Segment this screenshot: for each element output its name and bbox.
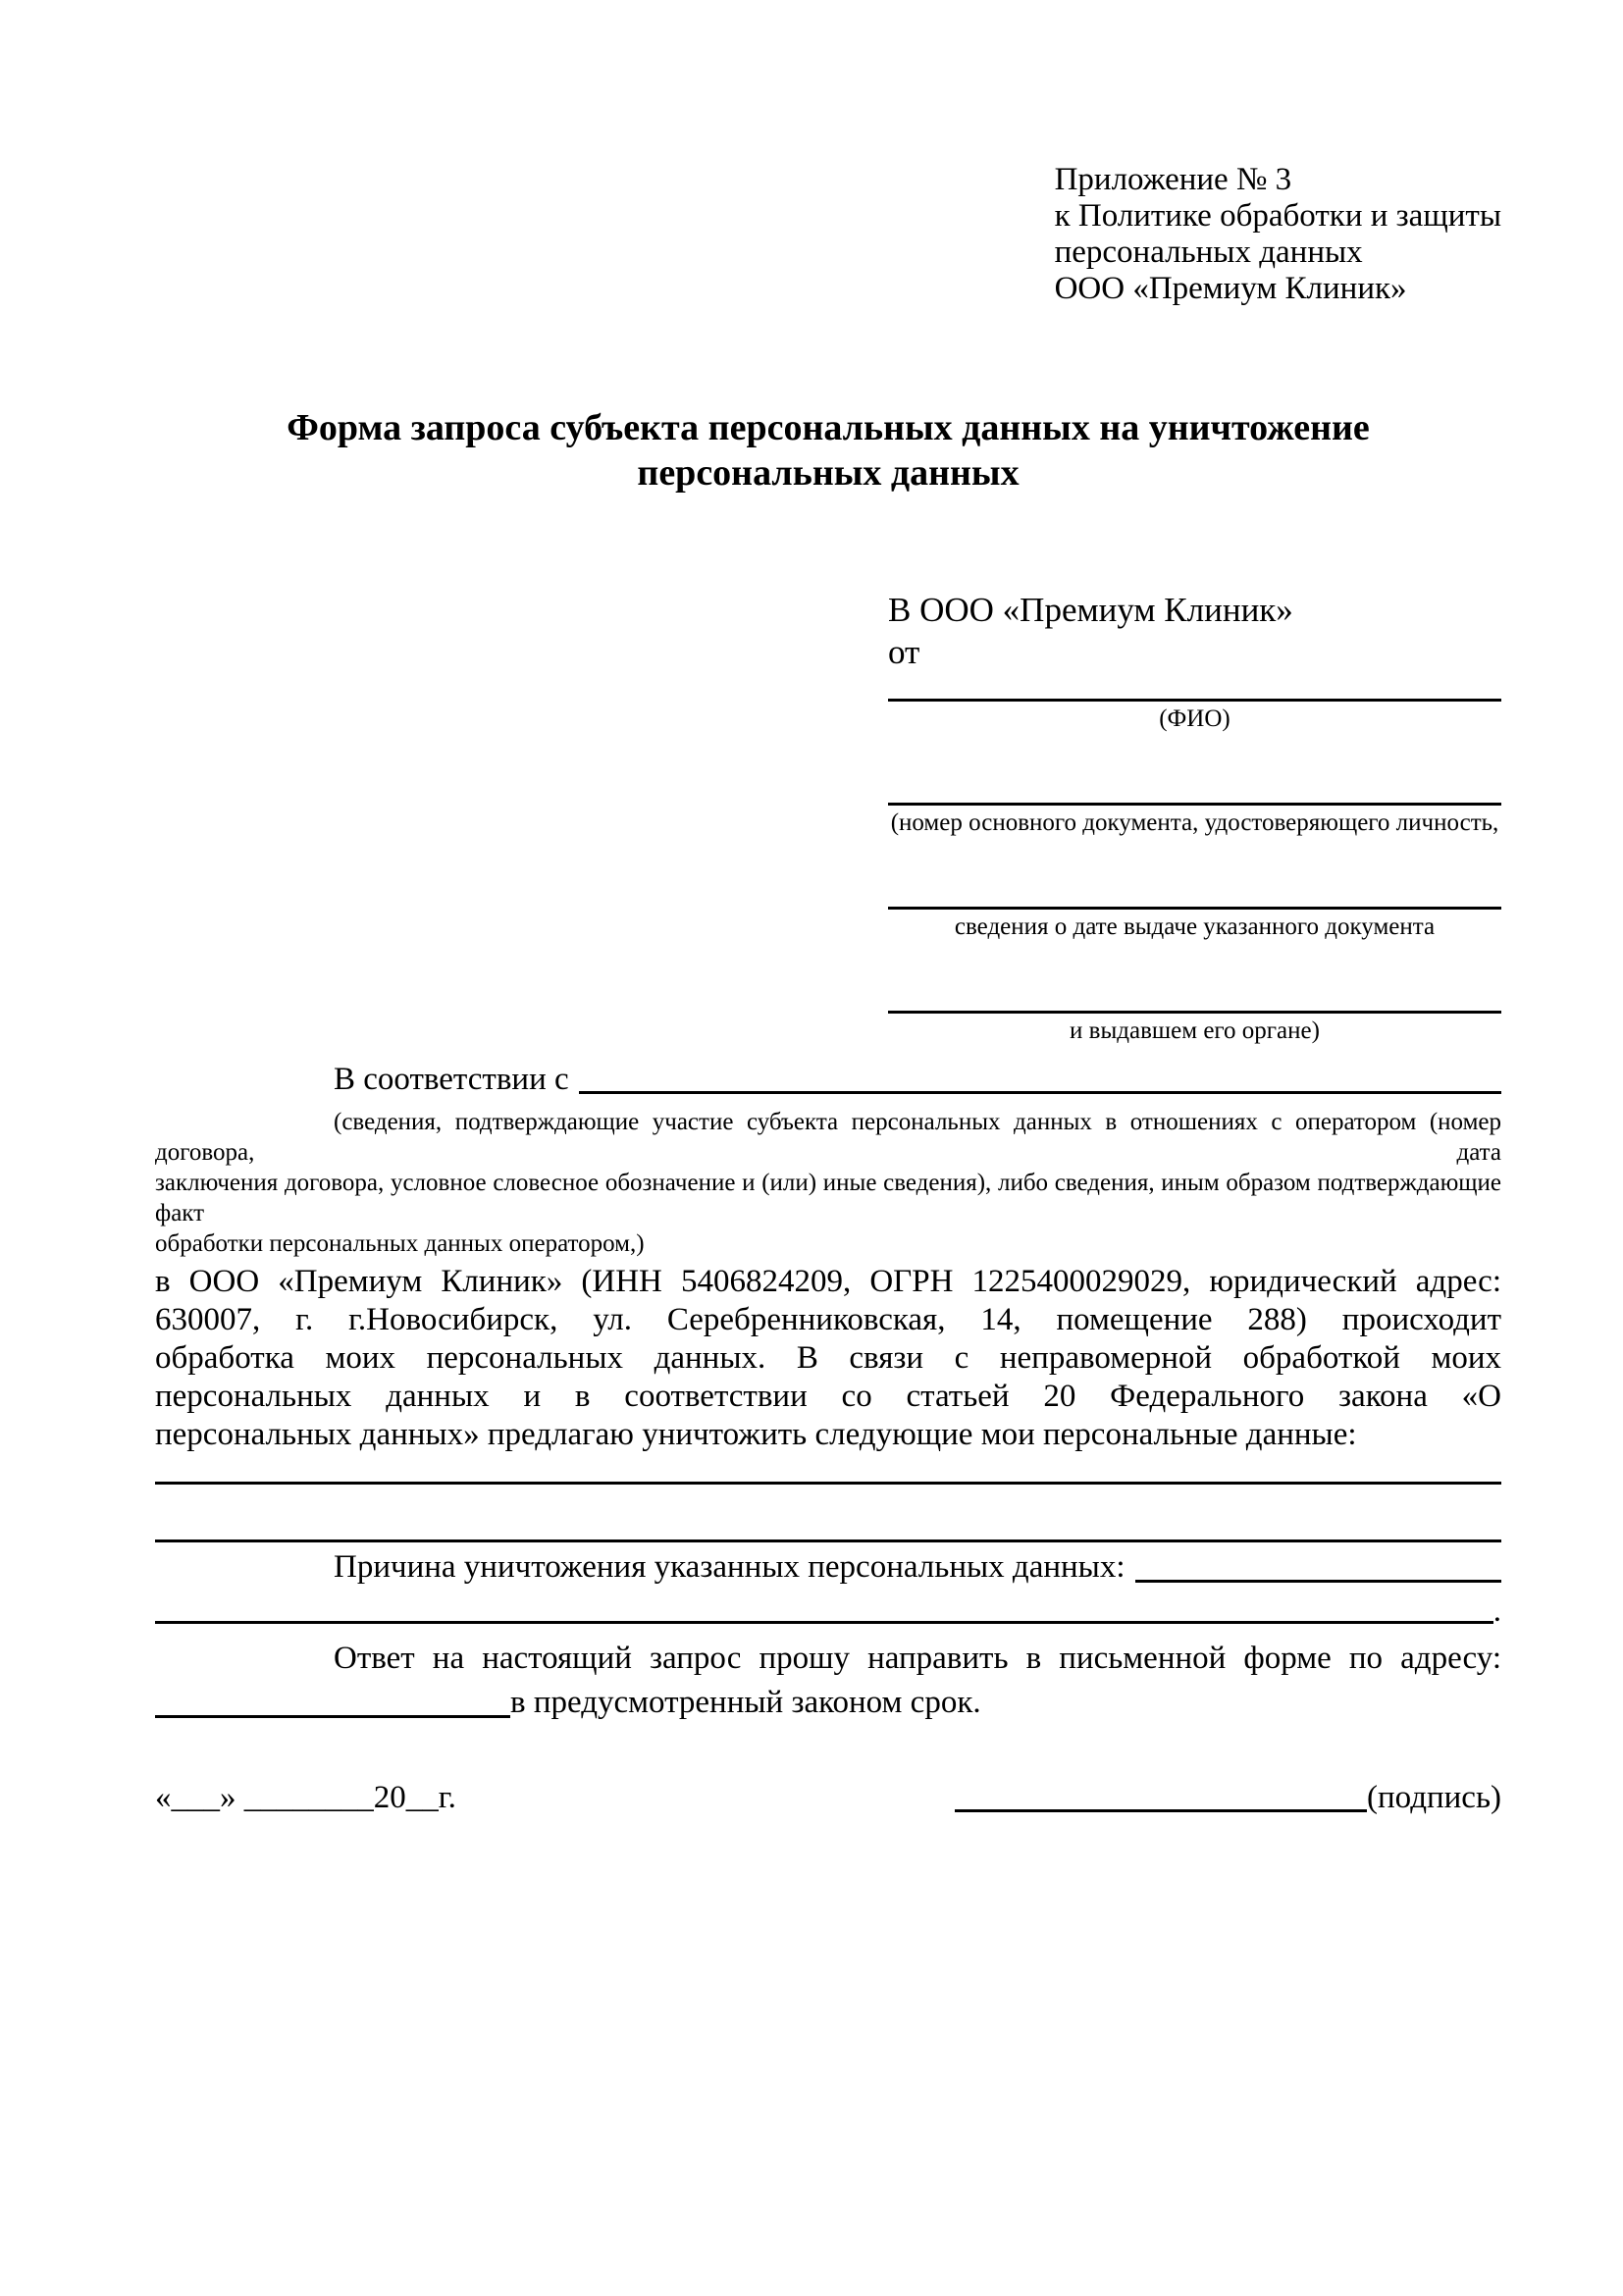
document-number-blank-line [888, 777, 1501, 806]
accordance-prefix: В соответствии с [334, 1062, 569, 1097]
answer-request-line: Ответ на настоящий запрос прошу направить в письменной форме по адресу: [334, 1641, 1501, 1676]
signature-group [955, 1776, 1501, 1819]
fio-caption: (ФИО) [1159, 705, 1230, 732]
explanatory-note-line: (сведения, подтверждающие участие субъекта персональных данных в отношениях с оператором (номер договора, дата [155, 1109, 1501, 1166]
addressee-from-label: от [888, 633, 920, 671]
reason-continuation-blank-line [155, 1621, 1493, 1624]
personal-data-blank-line [155, 1530, 1501, 1542]
document-title [155, 405, 1501, 496]
document-title-line: персональных данных [637, 452, 1020, 494]
signature-blank-line [955, 1809, 1367, 1812]
reason-row [155, 1544, 1501, 1590]
answer-tail: в предусмотренный законом срок. [510, 1685, 981, 1720]
issuing-authority-caption: и выдавшем его органе) [1070, 1018, 1320, 1044]
issuing-authority-blank-line [888, 985, 1501, 1014]
appendix-header [1055, 162, 1501, 307]
document-number-caption: (номер основного документа, удостоверяющего личность, [890, 809, 1499, 836]
main-paragraph-line: персональных данных» предлагаю уничтожить следующие мои персональные данные: [155, 1417, 1357, 1452]
main-paragraph [155, 1263, 1501, 1454]
main-paragraph-line: персональных данных и в соответствии со статьей 20 Федерального закона «О [155, 1379, 1501, 1414]
main-paragraph-line: обработка моих персональных данных. В связи с неправомерной обработкой моих [155, 1340, 1501, 1376]
personal-data-blank-line [155, 1472, 1501, 1485]
reason-blank-line [1135, 1544, 1501, 1583]
explanatory-note-line: обработки персональных данных оператором,) [155, 1230, 645, 1257]
issue-date-caption: сведения о дате выдаче указанного документа [954, 913, 1436, 940]
accordance-row [155, 1058, 1501, 1101]
reason-line-terminator: . [1492, 1593, 1501, 1629]
addressee-block [888, 589, 1501, 1046]
explanatory-note [155, 1107, 1501, 1259]
accordance-blank-line [579, 1058, 1501, 1094]
main-paragraph-line: в ООО «Премиум Клиник» (ИНН 5406824209, ОГРН 1225400029029, юридический адрес: [155, 1264, 1501, 1299]
appendix-header-line: Приложение № 3 [1054, 162, 1292, 197]
reason-label: Причина уничтожения указанных персональных данных: [334, 1549, 1126, 1585]
signature-caption: (подпись) [1367, 1780, 1501, 1815]
document-title-line: Форма запроса субъекта персональных данных на уничтожение [287, 407, 1370, 448]
addressee-to: В ООО «Премиум Клиник» [888, 591, 1293, 629]
main-paragraph-line: 630007, г. г.Новосибирск, ул. Серебренниковская, 14, помещение 288) происходит [155, 1302, 1501, 1337]
date-blank: «___» ________20__г. [155, 1780, 456, 1815]
date-signature-row [155, 1776, 1501, 1819]
document-body [155, 1058, 1501, 1819]
appendix-header-line: персональных данных [1054, 235, 1363, 270]
answer-address-row [155, 1681, 1501, 1725]
address-blank-line [155, 1681, 510, 1718]
appendix-header-line: к Политике обработки и защиты [1054, 198, 1501, 234]
explanatory-note-line: заключения договора, условное словесное обозначение и (или) иные сведения), либо сведения, иным образом подтверждающие факт [155, 1170, 1501, 1226]
issue-date-blank-line [888, 881, 1501, 910]
reason-continuation-row [155, 1592, 1501, 1631]
appendix-header-line: ООО «Премиум Клиник» [1054, 271, 1407, 306]
fio-blank-line [888, 673, 1501, 702]
